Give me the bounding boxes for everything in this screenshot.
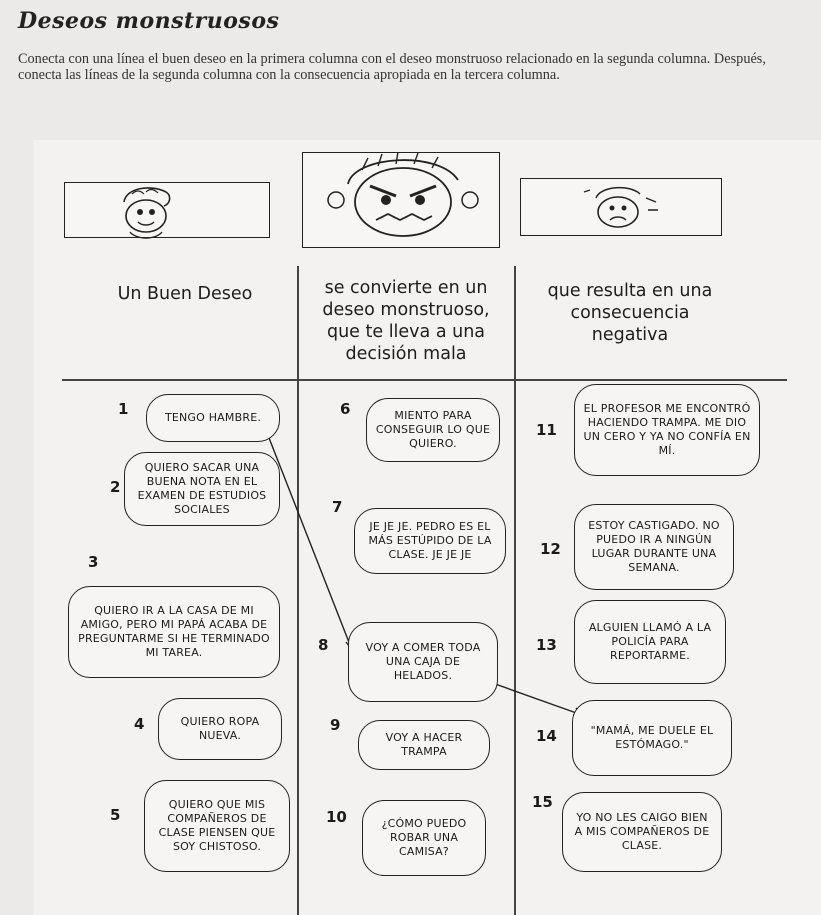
consequence-bubble-12[interactable] <box>574 504 734 590</box>
monster-wish-bubble-10[interactable] <box>362 800 486 876</box>
consequence-bubble-14[interactable] <box>572 700 732 776</box>
monster-wish-bubble-7[interactable] <box>354 508 506 574</box>
column-header-monster-wish: se convierte en un deseo monstruoso, que te lleva a una decisión mala <box>322 278 490 364</box>
good-wish-text: TENGO HAMBRE. <box>164 411 262 424</box>
column-header-good-wish: Un Buen Deseo <box>117 284 253 304</box>
consequence-text: EL PROFESOR ME ENCONTRÓ HACIENDO TRAMPA. ME DIO UN CERO Y YA NO CONFÍA EN MÍ. <box>583 402 751 457</box>
item-number: 4 <box>134 715 145 733</box>
consequence-text: "MAMÁ, ME DUELE EL ESTÓMAGO." <box>590 724 714 751</box>
good-wish-bubble-1[interactable] <box>146 394 280 442</box>
monster-wish-text: ¿CÓMO PUEDO ROBAR UNA CAMISA? <box>381 817 467 858</box>
item-number: 3 <box>88 553 99 571</box>
item-number: 1 <box>118 400 129 418</box>
item-number: 8 <box>318 636 329 654</box>
good-wish-text: QUIERO SACAR UNA BUENA NOTA EN EL EXAMEN DE ESTUDIOS SOCIALES <box>137 461 267 516</box>
good-wish-bubble-3[interactable] <box>68 586 280 678</box>
page-title: Deseos monstruosos <box>18 8 280 34</box>
item-number: 6 <box>340 400 351 418</box>
good-wish-bubble-2[interactable] <box>124 452 280 526</box>
consequence-bubble-11[interactable] <box>574 384 760 476</box>
item-number: 15 <box>532 793 553 811</box>
item-number: 2 <box>110 478 121 496</box>
item-number: 7 <box>332 498 343 516</box>
monster-wish-bubble-9[interactable] <box>358 720 490 770</box>
consequence-text: ESTOY CASTIGADO. NO PUEDO IR A NINGÚN LUGAR DURANTE UNA SEMANA. <box>588 519 720 574</box>
good-wish-text: QUIERO ROPA NUEVA. <box>180 715 260 742</box>
good-wish-text: QUIERO QUE MIS COMPAÑEROS DE CLASE PIENSEN QUE SOY CHISTOSO. <box>158 798 276 853</box>
item-number: 13 <box>536 636 557 654</box>
monster-wish-bubble-8[interactable] <box>348 622 498 702</box>
item-number: 5 <box>110 806 121 824</box>
monster-wish-text: VOY A COMER TODA UNA CAJA DE HELADOS. <box>365 641 481 682</box>
consequence-bubble-15[interactable] <box>562 792 722 872</box>
consequence-text: YO NO LES CAIGO BIEN A MIS COMPAÑEROS DE CLASE. <box>574 811 710 852</box>
consequence-text: ALGUIEN LLAMÓ A LA POLICÍA PARA REPORTARME. <box>588 621 712 662</box>
good-wish-text: QUIERO IR A LA CASA DE MI AMIGO, PERO MI PAPÁ ACABA DE PREGUNTARME SI HE TERMINADO MI TAREA. <box>78 604 270 659</box>
column-header-consequence: que resulta en una consecuencia negativa <box>547 281 713 345</box>
item-number: 10 <box>326 808 347 826</box>
item-number: 9 <box>330 716 341 734</box>
consequence-bubble-13[interactable] <box>574 600 726 684</box>
monster-wish-text: VOY A HACER TRAMPA <box>385 731 463 758</box>
item-number: 14 <box>536 727 557 745</box>
item-number: 11 <box>536 421 557 439</box>
monster-wish-text: JE JE JE. PEDRO ES EL MÁS ESTÚPIDO DE LA CLASE. JE JE JE <box>368 520 492 561</box>
good-wish-bubble-5[interactable] <box>144 780 290 872</box>
instructions-text: Conecta con una línea el buen deseo en la primera columna con el deseo monstruoso relacionado en la segunda columna. Después, conecta las líneas de la segunda columna con la consecuencia apropiada en la tercera columna. <box>18 51 766 83</box>
item-number: 12 <box>540 540 561 558</box>
monster-wish-bubble-6[interactable] <box>366 398 500 462</box>
monster-wish-text: MIENTO PARA CONSEGUIR LO QUE QUIERO. <box>375 409 491 450</box>
good-wish-bubble-4[interactable] <box>158 698 282 760</box>
